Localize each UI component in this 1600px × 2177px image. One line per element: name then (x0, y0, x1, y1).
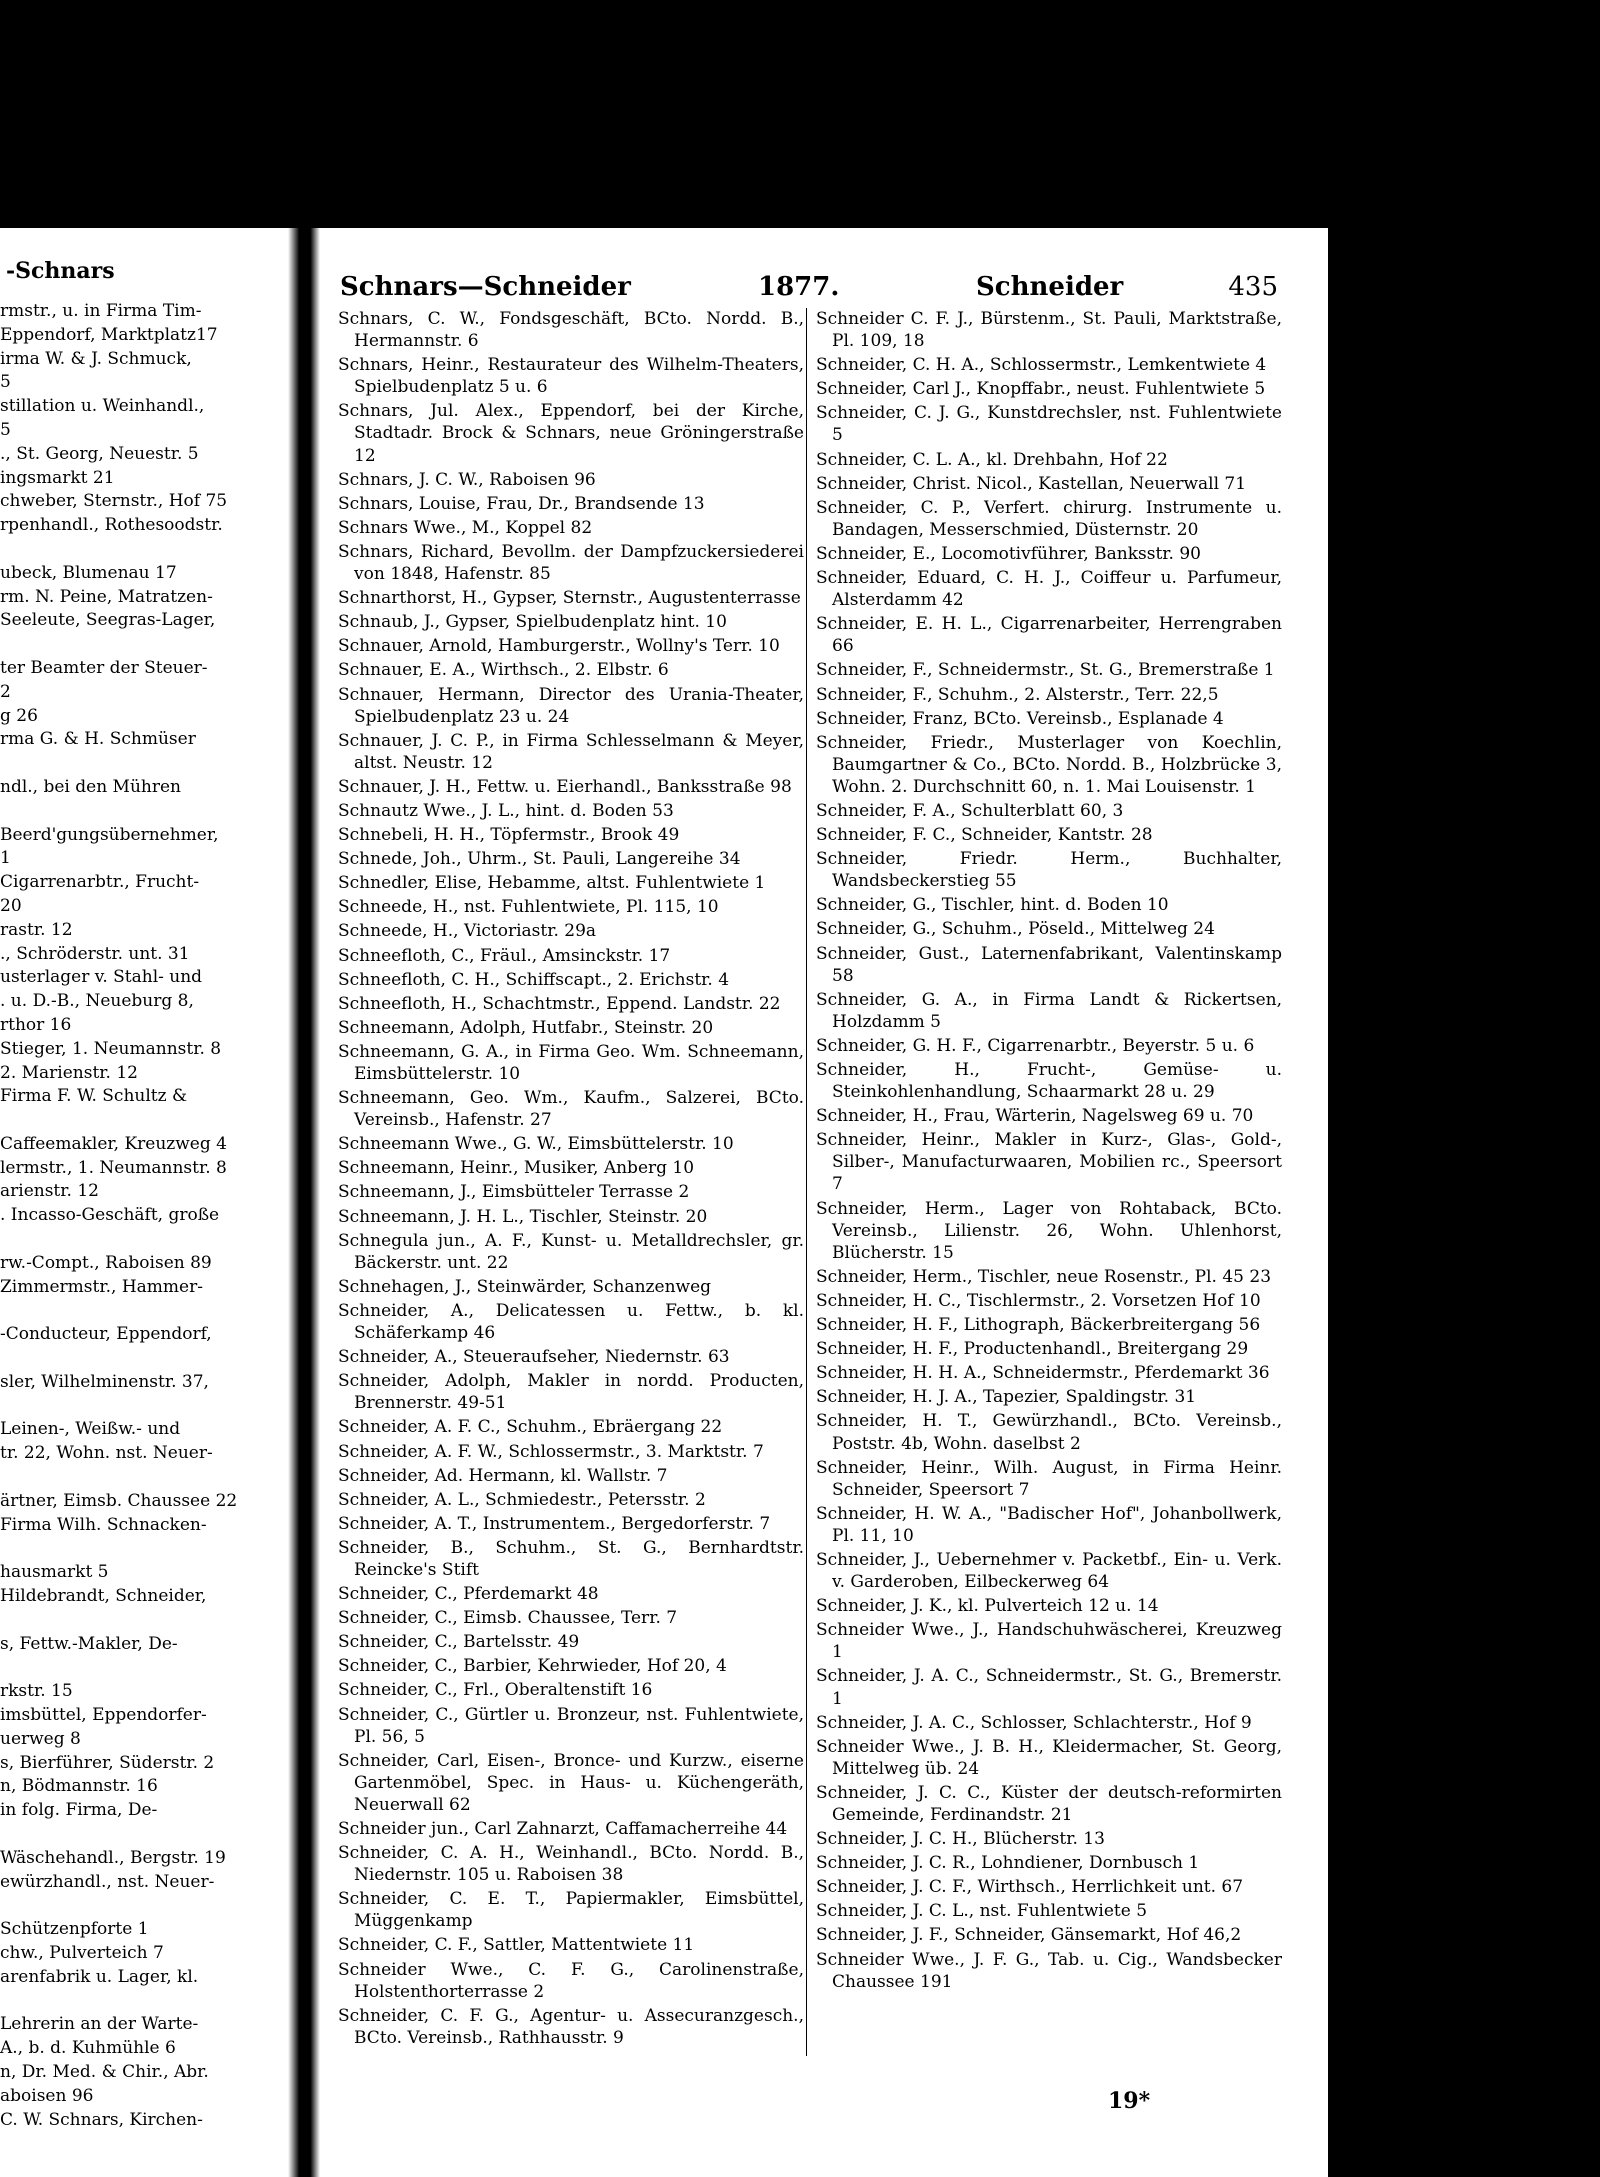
directory-entry: Schneemann, G. A., in Firma Geo. Wm. Schneemann, Eimsbüttelerstr. 10 (338, 1041, 804, 1084)
directory-entry: Schnegula jun., A. F., Kunst- u. Metalldrechsler, gr. Bäckerstr. unt. 22 (338, 1230, 804, 1273)
directory-entry: Schneider, A. F. W., Schlossermstr., 3. Marktstr. 7 (338, 1441, 764, 1462)
scan-border-right (1328, 0, 1600, 2177)
directory-entry: Schneider, E. H. L., Cigarrenarbeiter, Herrengraben 66 (816, 614, 1282, 657)
directory-entry: Schneider Wwe., J. F. G., Tab. u. Cig., Wandsbecker Chaussee 191 (816, 1949, 1282, 1992)
left-page-line: ingsmarkt 21 (0, 467, 115, 488)
directory-entry: Schnars, Jul. Alex., Eppendorf, bei der Kirche, Stadtadr. Brock & Schnars, neue Gröningerstraße 12 (338, 401, 804, 466)
directory-entry: Schneider, C. F. G., Agentur- u. Assecuranzgesch., BCto. Vereinsb., Rathhausstr. 9 (338, 2005, 804, 2048)
left-page-line: 20 (0, 895, 22, 916)
left-running-head: -Schnars (6, 258, 115, 284)
left-page-line: rma G. & H. Schmüser (0, 729, 196, 750)
directory-entry: Schneider, J. C. L., nst. Fuhlentwiete 5 (816, 1901, 1148, 1922)
directory-entry: Schneider, C., Eimsb. Chaussee, Terr. 7 (338, 1608, 678, 1629)
directory-entry: Schneider, Adolph, Makler in nordd. Producten, Brennerstr. 49-51 (338, 1371, 804, 1414)
directory-entry: Schneider, J. C. H., Blücherstr. 13 (816, 1829, 1105, 1850)
directory-entry: Schneider, H. C., Tischlermstr., 2. Vorsetzen Hof 10 (816, 1290, 1261, 1311)
left-page-line: sler, Wilhelminenstr. 37, (0, 1371, 209, 1392)
directory-column-1 (338, 308, 804, 2051)
left-page-line: usterlager v. Stahl- und (0, 967, 203, 988)
directory-entry: Schneider, H. J. A., Tapezier, Spaldingstr. 31 (816, 1387, 1197, 1408)
directory-entry: Schneider, G., Schuhm., Pöseld., Mittelweg 24 (816, 919, 1215, 940)
left-page-line: Lehrerin an der Warte- (0, 2014, 199, 2035)
left-page-line: 2. Marienstr. 12 (0, 1062, 138, 1083)
left-page-line (0, 1109, 290, 1133)
directory-entry: Schneider, C. E. T., Papiermakler, Eimsbüttel, Müggenkamp (338, 1889, 804, 1932)
directory-entry: Schneider, J. C. F., Wirthsch., Herrlichkeit unt. 67 (816, 1877, 1244, 1898)
left-page-line: Schützenpforte 1 (0, 1919, 149, 1940)
directory-entry: Schneider, Friedr. Herm., Buchhalter, Wandsbeckerstieg 55 (816, 849, 1282, 892)
directory-entry: Schneider, Carl, Eisen-, Bronce- und Kurzw., eiserne Gartenmöbel, Spec. in Haus- u. Küchengeräth, Neuerwall 62 (338, 1750, 804, 1815)
directory-entry: Schneede, H., nst. Fuhlentwiete, Pl. 115, 10 (338, 897, 719, 918)
directory-entry: Schneider, A., Delicatessen u. Fettw., b. kl. Schäferkamp 46 (338, 1300, 804, 1344)
left-page-line: n, Bödmannstr. 16 (0, 1776, 158, 1797)
left-page-line: ärtner, Eimsb. Chaussee 22 (0, 1490, 238, 1511)
scan-marker-bar (214, 0, 234, 170)
directory-entry: Schneider, A., Steueraufseher, Niedernstr. 63 (338, 1347, 730, 1368)
left-page-line: in folg. Firma, De- (0, 1800, 158, 1821)
directory-entry: Schneider, H. W. A., "Badischer Hof", Johanbollwerk, Pl. 11, 10 (816, 1503, 1282, 1546)
left-page-line: Caffeemakler, Kreuzweg 4 (0, 1133, 227, 1154)
left-page-line (0, 1299, 290, 1323)
left-page-line: Stieger, 1. Neumannstr. 8 (0, 1038, 222, 1059)
directory-entry: Schneider, C. P., Verfert. chirurg. Instrumente u. Bandagen, Messerschmied, Düsternstr. 20 (816, 497, 1282, 540)
left-page-line: Wäschehandl., Bergstr. 19 (0, 1847, 226, 1868)
directory-entry: Schneider, B., Schuhm., St. G., Bernhardtstr. Reincke's Stift (338, 1537, 804, 1580)
directory-entry: Schneemann, Geo. Wm., Kaufm., Salzerei, BCto. Vereinsb., Hafenstr. 27 (338, 1088, 804, 1131)
directory-entry: Schnars, C. W., Fondsgeschäft, BCto. Nordd. B., Hermannstr. 6 (338, 309, 804, 352)
directory-entry: Schneider, J. A. C., Schlosser, Schlachterstr., Hof 9 (816, 1712, 1252, 1733)
left-page-line (0, 752, 290, 776)
left-page-line (0, 1609, 290, 1633)
column-divider (806, 308, 807, 2056)
left-page-line: chw., Pulverteich 7 (0, 1942, 164, 1963)
left-page-line: stillation u. Weinhandl., (0, 396, 205, 417)
left-page-line: Cigarrenarbtr., Frucht- (0, 872, 200, 893)
directory-entry: Schneider, F., Schneidermstr., St. G., Bremerstraße 1 (816, 660, 1275, 681)
page-header (340, 272, 1280, 308)
directory-entry: Schneefloth, C., Fräul., Amsinckstr. 17 (338, 945, 671, 966)
left-page-line: . u. D.-B., Neueburg 8, (0, 991, 194, 1012)
left-page-line: 1 (0, 848, 11, 869)
directory-entry: Schneider, Ad. Hermann, kl. Wallstr. 7 (338, 1465, 668, 1486)
left-page-line (0, 1347, 290, 1371)
directory-entry: Schneider Wwe., C. F. G., Carolinenstraße, Holstenthorterrasse 2 (338, 1959, 804, 2002)
left-page-line: Firma F. W. Schultz & (0, 1086, 188, 1107)
directory-entry: Schneefloth, H., Schachtmstr., Eppend. Landstr. 22 (338, 993, 781, 1014)
directory-entry: Schneider, A. L., Schmiedestr., Petersstr. 2 (338, 1489, 706, 1510)
left-page-line: lermstr., 1. Neumannstr. 8 (0, 1157, 227, 1178)
directory-entry: Schneider, C. F., Sattler, Mattentwiete 11 (338, 1935, 695, 1956)
directory-entry: Schneider, H. F., Lithograph, Bäckerbreitergang 56 (816, 1315, 1261, 1336)
directory-entry: Schnaub, J., Gypser, Spielbudenplatz hint. 10 (338, 612, 727, 633)
left-page-line (0, 800, 290, 824)
header-title: Schnars—Schneider (340, 272, 631, 302)
directory-entry: Schneider, C., Pferdemarkt 48 (338, 1584, 599, 1605)
left-page-line: rthor 16 (0, 1014, 72, 1035)
left-page-line (0, 1228, 290, 1252)
directory-entry: Schneider, Christ. Nicol., Kastellan, Neuerwall 71 (816, 473, 1247, 494)
left-page-line (0, 1537, 290, 1561)
left-page-line: s, Bierführer, Süderstr. 2 (0, 1752, 215, 1773)
directory-entry: Schneider, G., Tischler, hint. d. Boden 10 (816, 895, 1169, 916)
directory-entry: Schneede, H., Victoriastr. 29a (338, 921, 597, 942)
left-page-line: rm. N. Peine, Matratzen- (0, 586, 213, 607)
directory-entry: Schneider, H., Frucht-, Gemüse- u. Steinkohlenhandlung, Schaarmarkt 28 u. 29 (816, 1060, 1282, 1103)
left-page-line: Hildebrandt, Schneider, (0, 1586, 207, 1607)
left-page-line: Beerd'gungsübernehmer, (0, 824, 219, 845)
left-page-line: rkstr. 15 (0, 1681, 73, 1702)
left-page-line (0, 1990, 290, 2014)
directory-entry: Schneider, E., Locomotivführer, Banksstr. 90 (816, 543, 1201, 564)
directory-entry: Schneider, Eduard, C. H. J., Coiffeur u. Parfumeur, Alsterdamm 42 (816, 568, 1282, 611)
left-page-line: tr. 22, Wohn. nst. Neuer- (0, 1443, 213, 1464)
directory-entry: Schneider, C., Barbier, Kehrwieder, Hof 20, 4 (338, 1656, 727, 1677)
directory-entry: Schneider, Herm., Lager von Rohtaback, BCto. Vereinsb., Lilienstr. 26, Wohn. Uhlenhorst, Blücherstr. 15 (816, 1198, 1282, 1263)
left-page-line: g 26 (0, 705, 38, 726)
directory-entry: Schnars, Richard, Bevollm. der Dampfzuckersiederei von 1848, Hafenstr. 85 (338, 541, 804, 585)
left-page-line: Zimmermstr., Hammer- (0, 1276, 203, 1297)
directory-entry: Schneider, G. A., in Firma Landt & Rickertsen, Holzdamm 5 (816, 989, 1282, 1032)
directory-entry: Schneider, Carl J., Knopffabr., neust. Fuhlentwiete 5 (816, 379, 1266, 400)
left-page-line: s, Fettw.-Makler, De- (0, 1633, 178, 1654)
left-page-line: 2 (0, 681, 11, 702)
left-page-line: n, Dr. Med. & Chir., Abr. (0, 2061, 209, 2082)
left-page-line: arienstr. 12 (0, 1181, 99, 1202)
directory-entry: Schnars, Louise, Frau, Dr., Brandsende 13 (338, 493, 705, 514)
directory-entry: Schneider, Herm., Tischler, neue Rosenstr., Pl. 45 23 (816, 1266, 1272, 1287)
directory-entry: Schneider, J. C. R., Lohndiener, Dornbusch 1 (816, 1853, 1200, 1874)
left-page-line: ter Beamter der Steuer- (0, 657, 208, 678)
directory-entry: Schnebeli, H. H., Töpfermstr., Brook 49 (338, 825, 680, 846)
directory-entry: Schnauer, J. H., Fettw. u. Eierhandl., Banksstraße 98 (338, 776, 792, 797)
directory-entry: Schneider, F. C., Schneider, Kantstr. 28 (816, 825, 1153, 846)
directory-entry: Schneider jun., Carl Zahnarzt, Caffamacherreihe 44 (338, 1819, 788, 1839)
directory-entry: Schnedler, Elise, Hebamme, altst. Fuhlentwiete 1 (338, 873, 766, 894)
directory-entry: Schnars, J. C. W., Raboisen 96 (338, 469, 596, 490)
directory-entry: Schneider, H. F., Productenhandl., Breitergang 29 (816, 1339, 1249, 1360)
header-year: 1877. (758, 272, 840, 302)
directory-entry: Schneider, J. K., kl. Pulverteich 12 u. 14 (816, 1596, 1159, 1617)
directory-entry: Schneider, C., Gürtler u. Bronzeur, nst. Fuhlentwiete, Pl. 56, 5 (338, 1704, 804, 1747)
left-page-line: ewürzhandl., nst. Neuer- (0, 1871, 215, 1892)
directory-entry: Schneider, H., Frau, Wärterin, Nagelsweg 69 u. 70 (816, 1106, 1254, 1127)
left-page-line: . Incasso-Geschäft, große (0, 1205, 220, 1226)
left-page-line: rastr. 12 (0, 919, 73, 940)
directory-entry: Schneider, A. F. C., Schuhm., Ebräergang 22 (338, 1417, 723, 1438)
directory-entry: Schnede, Joh., Uhrm., St. Pauli, Langereihe 34 (338, 849, 741, 870)
left-page-line (0, 538, 290, 562)
left-page-line: arenfabrik u. Lager, kl. (0, 1966, 199, 1987)
directory-entry: Schnauer, E. A., Wirthsch., 2. Elbstr. 6 (338, 660, 669, 681)
header-catchword: Schneider (976, 272, 1124, 302)
left-page-line (0, 1395, 290, 1419)
left-page-line: hausmarkt 5 (0, 1562, 109, 1583)
left-page-text (0, 300, 290, 2132)
left-page-line: ., St. Georg, Neuestr. 5 (0, 443, 199, 464)
left-page-line: -Conducteur, Eppendorf, (0, 1324, 212, 1345)
directory-entry: Schneider, C. J. G., Kunstdrechsler, nst. Fuhlentwiete 5 (816, 403, 1282, 446)
directory-entry: Schneemann, Heinr., Musiker, Anberg 10 (338, 1158, 695, 1179)
left-page-line (0, 1466, 290, 1490)
directory-entry: Schneefloth, C. H., Schiffscapt., 2. Erichstr. 4 (338, 969, 730, 990)
directory-entry: Schnehagen, J., Steinwärder, Schanzenweg (338, 1276, 712, 1297)
left-page-line: chweber, Sternstr., Hof 75 (0, 491, 228, 512)
directory-entry: Schneider, Heinr., Wilh. August, in Firma Heinr. Schneider, Speersort 7 (816, 1457, 1282, 1500)
left-page-line: Eppendorf, Marktplatz17 (0, 324, 218, 345)
page-number: 435 (1228, 272, 1278, 302)
directory-entry: Schnarthorst, H., Gypser, Sternstr., Augustenterrasse (338, 588, 801, 609)
directory-entry: Schneider, C. L. A., kl. Drehbahn, Hof 22 (816, 449, 1168, 470)
left-page-line (0, 1656, 290, 1680)
left-page-line: rmstr., u. in Firma Tim- (0, 301, 202, 321)
left-page-line: rpenhandl., Rothesoodstr. (0, 515, 223, 536)
directory-entry: Schneemann Wwe., G. W., Eimsbüttelerstr. 10 (338, 1134, 734, 1155)
left-page-line: A., b. d. Kuhmühle 6 (0, 2038, 176, 2059)
directory-entry: Schnauer, J. C. P., in Firma Schlesselmann & Meyer, altst. Neustr. 12 (338, 730, 804, 773)
signature-mark: 19* (1108, 2088, 1151, 2114)
directory-entry: Schneider, F., Schuhm., 2. Alsterstr., Terr. 22,5 (816, 684, 1219, 705)
directory-entry: Schneider, C. A. H., Weinhandl., BCto. Nordd. B., Niedernstr. 105 u. Raboisen 38 (338, 1843, 804, 1886)
directory-entry: Schneider, J. A. C., Schneidermstr., St. G., Bremerstr. 1 (816, 1666, 1282, 1709)
directory-entry: Schneider, C. H. A., Schlossermstr., Lemkentwiete 4 (816, 355, 1267, 376)
left-page-line: 5 (0, 419, 11, 440)
left-page-line: aboisen 96 (0, 2085, 94, 2106)
left-page-line: rw.-Compt., Raboisen 89 (0, 1252, 212, 1273)
directory-entry: Schneemann, Adolph, Hutfabr., Steinstr. 20 (338, 1017, 714, 1038)
directory-entry: Schneider, A. T., Instrumentem., Bergedorferstr. 7 (338, 1513, 771, 1534)
directory-entry: Schnautz Wwe., J. L., hint. d. Boden 53 (338, 800, 674, 821)
left-page-line: imsbüttel, Eppendorfer- (0, 1705, 207, 1726)
directory-entry: Schneider, C., Frl., Oberaltenstift 16 (338, 1680, 653, 1701)
left-page-line (0, 1894, 290, 1918)
directory-entry: Schneider, H. H. A., Schneidermstr., Pferdemarkt 36 (816, 1363, 1270, 1384)
directory-entry: Schnars, Heinr., Restaurateur des Wilhelm-Theaters, Spielbudenplatz 5 u. 6 (338, 355, 804, 398)
directory-entry: Schneider Wwe., J. B. H., Kleidermacher, St. Georg, Mittelweg üb. 24 (816, 1736, 1282, 1779)
left-page-line: irma W. & J. Schmuck, (0, 348, 192, 369)
directory-entry: Schneider, H. T., Gewürzhandl., BCto. Vereinsb., Poststr. 4b, Wohn. daselbst 2 (816, 1411, 1282, 1454)
left-page-line: uerweg 8 (0, 1728, 81, 1749)
directory-entry: Schneider, Friedr., Musterlager von Koechlin, Baumgartner & Co., BCto. Nordd. B., Holzbrücke 3, Wohn. 2. Durchschnitt 60, n. 1. Mai Louisenstr. 1 (816, 732, 1282, 797)
directory-entry: Schneider, J. C. C., Küster der deutsch-reformirten Gemeinde, Ferdinandstr. 21 (816, 1782, 1282, 1825)
directory-entry: Schneider C. F. J., Bürstenm., St. Pauli, Marktstraße, Pl. 109, 18 (816, 309, 1282, 352)
left-page-line: ubeck, Blumenau 17 (0, 562, 177, 583)
directory-entry: Schneider, J. F., Schneider, Gänsemarkt, Hof 46,2 (816, 1925, 1242, 1946)
directory-entry: Schneider, J., Uebernehmer v. Packetbf., Ein- u. Verk. v. Garderoben, Eilbeckerweg 64 (816, 1549, 1282, 1593)
directory-entry: Schneider, Heinr., Makler in Kurz-, Glas-, Gold-, Silber-, Manufacturwaaren, Mobilien rc., Speersort 7 (816, 1130, 1282, 1195)
directory-entry: Schneider, Franz, BCto. Vereinsb., Esplanade 4 (816, 708, 1224, 729)
left-page-line: ndl., bei den Mühren (0, 776, 181, 797)
left-page-line: Seeleute, Seegras-Lager, (0, 610, 216, 631)
left-page-line: Firma Wilh. Schnacken- (0, 1514, 207, 1535)
left-page-line (0, 633, 290, 657)
directory-entry: Schneider Wwe., J., Handschuhwäscherei, Kreuzweg 1 (816, 1620, 1282, 1663)
left-page-line (0, 1823, 290, 1847)
left-page-line: C. W. Schnars, Kirchen- (0, 2109, 203, 2130)
left-page-line: ., Schröderstr. unt. 31 (0, 943, 190, 964)
directory-entry: Schnars Wwe., M., Koppel 82 (338, 517, 593, 538)
directory-column-2 (816, 308, 1282, 1995)
left-page-line: 5 (0, 372, 11, 393)
left-page-line: Leinen-, Weißw.- und (0, 1419, 181, 1440)
directory-entry: Schneemann, J. H. L., Tischler, Steinstr. 20 (338, 1206, 708, 1227)
directory-entry: Schneider, C., Bartelsstr. 49 (338, 1632, 580, 1653)
directory-entry: Schneider, G. H. F., Cigarrenarbtr., Beyerstr. 5 u. 6 (816, 1035, 1255, 1056)
directory-entry: Schneemann, J., Eimsbütteler Terrasse 2 (338, 1182, 690, 1203)
book-spine (288, 228, 320, 2177)
directory-entry: Schneider, F. A., Schulterblatt 60, 3 (816, 800, 1124, 821)
directory-entry: Schneider, Gust., Laternenfabrikant, Valentinskamp 58 (816, 943, 1282, 986)
directory-entry: Schnauer, Hermann, Director des Urania-Theater, Spielbudenplatz 23 u. 24 (338, 684, 804, 727)
directory-entry: Schnauer, Arnold, Hamburgerstr., Wollny's Terr. 10 (338, 636, 780, 657)
